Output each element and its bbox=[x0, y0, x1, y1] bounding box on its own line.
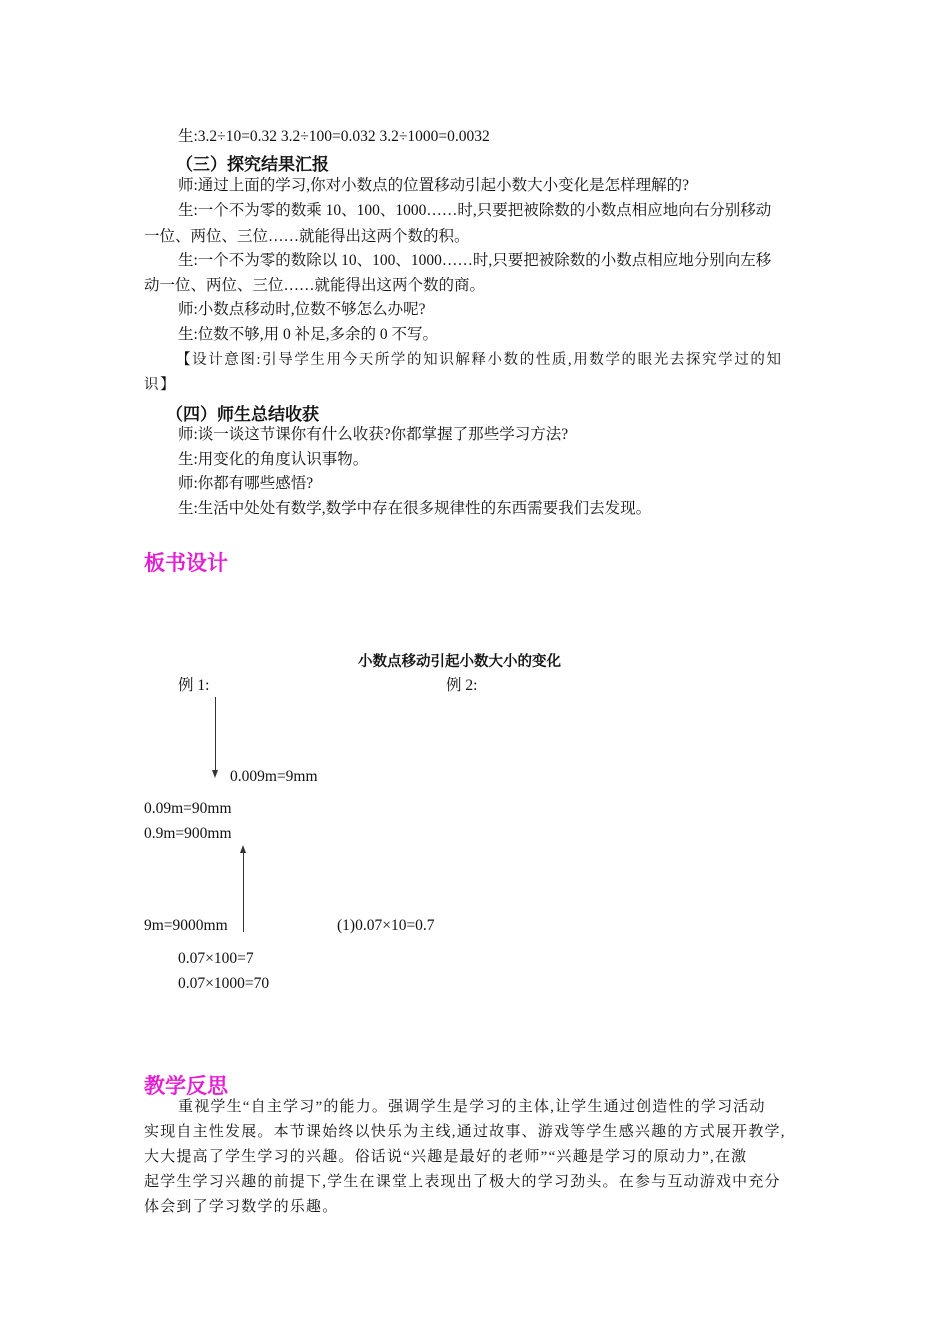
reflection-line: 体会到了学习数学的乐趣。 bbox=[144, 1199, 339, 1215]
dialogue-line: 师:小数点移动时,位数不够怎么办呢? bbox=[178, 301, 426, 318]
dialogue-line: 师:你都有哪些感悟? bbox=[178, 475, 314, 492]
student-division-line: 生:3.2÷10=0.32 3.2÷100=0.032 3.2÷1000=0.0032 bbox=[178, 128, 490, 145]
dialogue-line: 一位、两位、三位……就能得出这两个数的积。 bbox=[144, 228, 470, 245]
board-equation: 0.07×100=7 bbox=[178, 950, 254, 967]
example-2-label: 例 2: bbox=[446, 677, 478, 694]
board-equation: 9m=9000mm bbox=[144, 917, 228, 934]
teaching-reflection-heading: 教学反思 bbox=[144, 1074, 228, 1098]
dialogue-line: 生:一个不为零的数乘 10、100、1000……时,只要把被除数的小数点相应地向右分别移动 bbox=[178, 202, 772, 219]
reflection-line: 大大提高了学生学习的兴趣。俗话说“兴趣是最好的老师”“兴趣是学习的原动力”,在激 bbox=[144, 1149, 748, 1165]
board-equation: (1)0.07×10=0.7 bbox=[337, 917, 435, 934]
dialogue-line: 生:用变化的角度认识事物。 bbox=[178, 451, 369, 468]
section-4-heading: （四）师生总结收获 bbox=[166, 405, 319, 425]
design-intent-note-cont: 识】 bbox=[144, 377, 177, 393]
board-equation: 0.009m=9mm bbox=[230, 768, 318, 785]
down-arrow-line bbox=[215, 697, 216, 771]
reflection-line: 重视学生“自主学习”的能力。强调学生是学习的主体,让学生通过创造性的学习活动 bbox=[178, 1099, 766, 1115]
dialogue-line: 师:谈一谈这节课你有什么收获?你都掌握了那些学习方法? bbox=[178, 426, 569, 443]
example-1-label: 例 1: bbox=[178, 677, 210, 694]
dialogue-line: 生:生活中处处有数学,数学中存在很多规律性的东西需要我们去发现。 bbox=[178, 500, 652, 517]
up-arrow-line bbox=[243, 852, 244, 932]
board-title: 小数点移动引起小数大小的变化 bbox=[358, 654, 561, 670]
section-3-heading: （三）探究结果汇报 bbox=[176, 155, 329, 175]
dialogue-line: 师:通过上面的学习,你对小数点的位置移动引起小数大小变化是怎样理解的? bbox=[178, 177, 690, 194]
dialogue-line: 生:一个不为零的数除以 10、100、1000……时,只要把被除数的小数点相应地分别向左移 bbox=[178, 252, 772, 269]
dialogue-line: 生:位数不够,用 0 补足,多余的 0 不写。 bbox=[178, 326, 439, 343]
design-intent-note: 【设计意图:引导学生用今天所学的知识解释小数的性质,用数学的眼光去探究学过的知 bbox=[176, 352, 783, 368]
board-equation: 0.9m=900mm bbox=[144, 825, 232, 842]
board-equation: 0.07×1000=70 bbox=[178, 975, 270, 992]
reflection-line: 实现自主性发展。本节课始终以快乐为主线,通过故事、游戏等学生感兴趣的方式展开教学, bbox=[144, 1124, 786, 1140]
dialogue-line: 动一位、两位、三位……就能得出这两个数的商。 bbox=[144, 277, 486, 294]
board-equation: 0.09m=90mm bbox=[144, 800, 232, 817]
reflection-line: 起学生学习兴趣的前提下,学生在课堂上表现出了极大的学习劲头。在参与互动游戏中充分 bbox=[144, 1174, 781, 1190]
down-arrow-head bbox=[212, 770, 218, 778]
board-design-heading: 板书设计 bbox=[144, 551, 228, 575]
